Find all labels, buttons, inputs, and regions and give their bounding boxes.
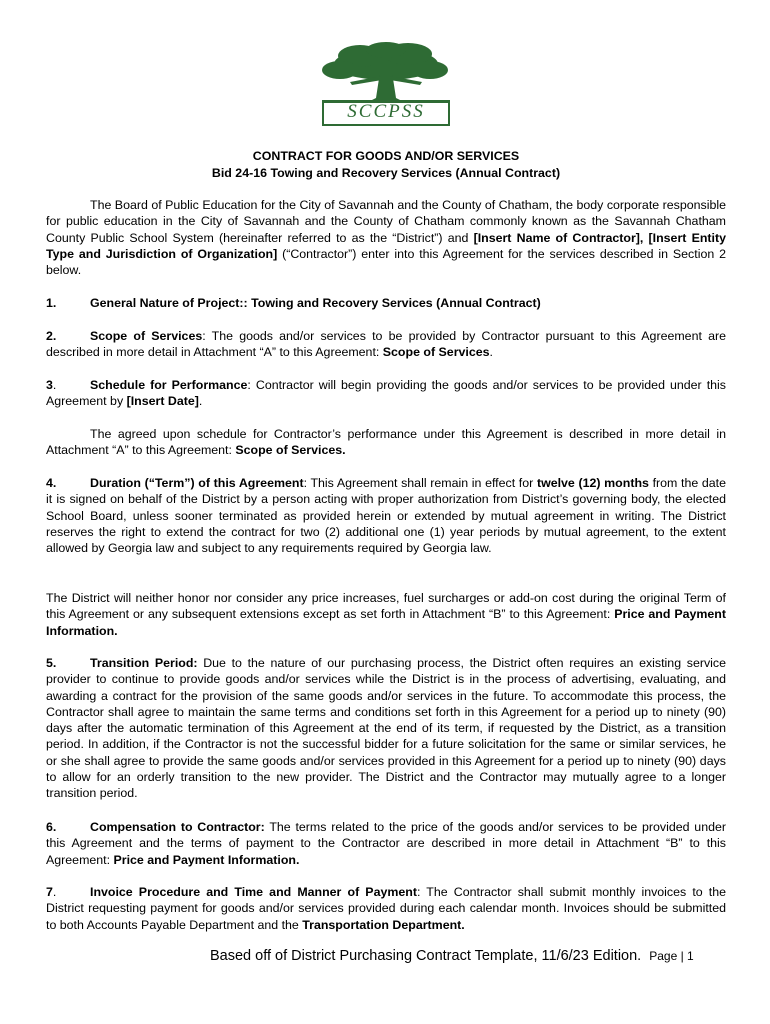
bid-subtitle: Bid 24-16 Towing and Recovery Services (Annual Contract): [211, 166, 561, 180]
page-footer: [210, 948, 694, 964]
section-3-schedule: The agreed upon schedule for Contractor’s performance under this Agreement is described in more detail in Attachment “A” to this Agreement: Scope of Services.: [46, 427, 726, 458]
section-5: 5. Transition Period: Due to the nature of our purchasing process, the District often requires an existing service provider to continue to provide goods and/or services while the District is in the process of advertising, evaluating, and awarding a contract for the provision of the same goods and/or services in the future. To accommodate this process, the Contractor shall agree to maintain the same terms and conditions set forth in this Agreement for a period up to ninety (90) days after the automatic termination of this Agreement at the end of its term, if requested by the District, as a transition period. In addition, if the Contractor is not the successful bidder for a future solicitation for the same or similar services, he or she shall agree to provide the same goods and/or services provided in this Agreement for a period up to ninety (90) days to allow for an orderly transition to the new provider. The District and the Contractor may mutually agree to a longer transition period.: [46, 656, 726, 801]
footer-text: Based off of District Purchasing Contract Template, 11/6/23 Edition.: [210, 948, 642, 964]
section-3: 3. Schedule for Performance: Contractor will begin providing the goods and/or services to be provided under this Agreement by [Insert Date].: [46, 378, 726, 409]
section-7: 7. Invoice Procedure and Time and Manner of Payment: The Contractor shall submit monthly invoices to the District requesting payment for goods and/or services provided during each calendar month. Invoices should be submitted to both Accounts Payable Department and the Transportation Department.: [46, 885, 727, 932]
contract-title: CONTRACT FOR GOODS AND/OR SERVICES: [252, 149, 520, 163]
oak-tree-icon: [320, 42, 452, 104]
section-4-price: The District will neither honor nor consider any price increases, fuel surcharges or add-on cost during the original Term of this Agreement or any subsequent extensions except as set forth in Attachment “B” to this Agreement: Price and Payment Information.: [46, 591, 727, 638]
page-number: Page | 1: [649, 949, 694, 963]
section-1: 1. General Nature of Project:: Towing and Recovery Services (Annual Contract): [46, 296, 541, 310]
logo-text: SCCPSS: [322, 100, 450, 126]
intro-paragraph: The Board of Public Education for the City of Savannah and the County of Chatham, the body corporate responsible for public education in the City of Savannah and the County of Chatham commonly known as the Savannah Chatham County Public School System (hereinafter referred to as the “District”) and [Insert Name of Contractor], [Insert Entity Type and Jurisdiction of Organization] (“Contractor”) enter into this Agreement for the services described in Section 2 below.: [46, 198, 726, 278]
section-2: 2. Scope of Services: The goods and/or services to be provided by Contractor pursuant to this Agreement are described in more detail in Attachment “A” to this Agreement: Scope of Services.: [46, 329, 726, 360]
logo: [320, 42, 452, 128]
section-6: 6. Compensation to Contractor: The terms related to the price of the goods and/or services to be provided under this Agreement and the terms of payment to the Contractor are described in more detail in Attachment “B” to this Agreement: Price and Payment Information.: [46, 820, 726, 867]
section-4: 4. Duration (“Term”) of this Agreement: This Agreement shall remain in effect for twelve (12) months from the date it is signed on behalf of the District by a person acting with proper authorization from District’s governing body, the elected School Board, unless sooner terminated as provided herein or extended by mutual agreement in writing. The District reserves the right to extend the contract for two (2) additional one (1) year periods by mutual agreement, to the extent allowed by Georgia law and subject to any requirements required by Georgia law.: [46, 476, 726, 556]
